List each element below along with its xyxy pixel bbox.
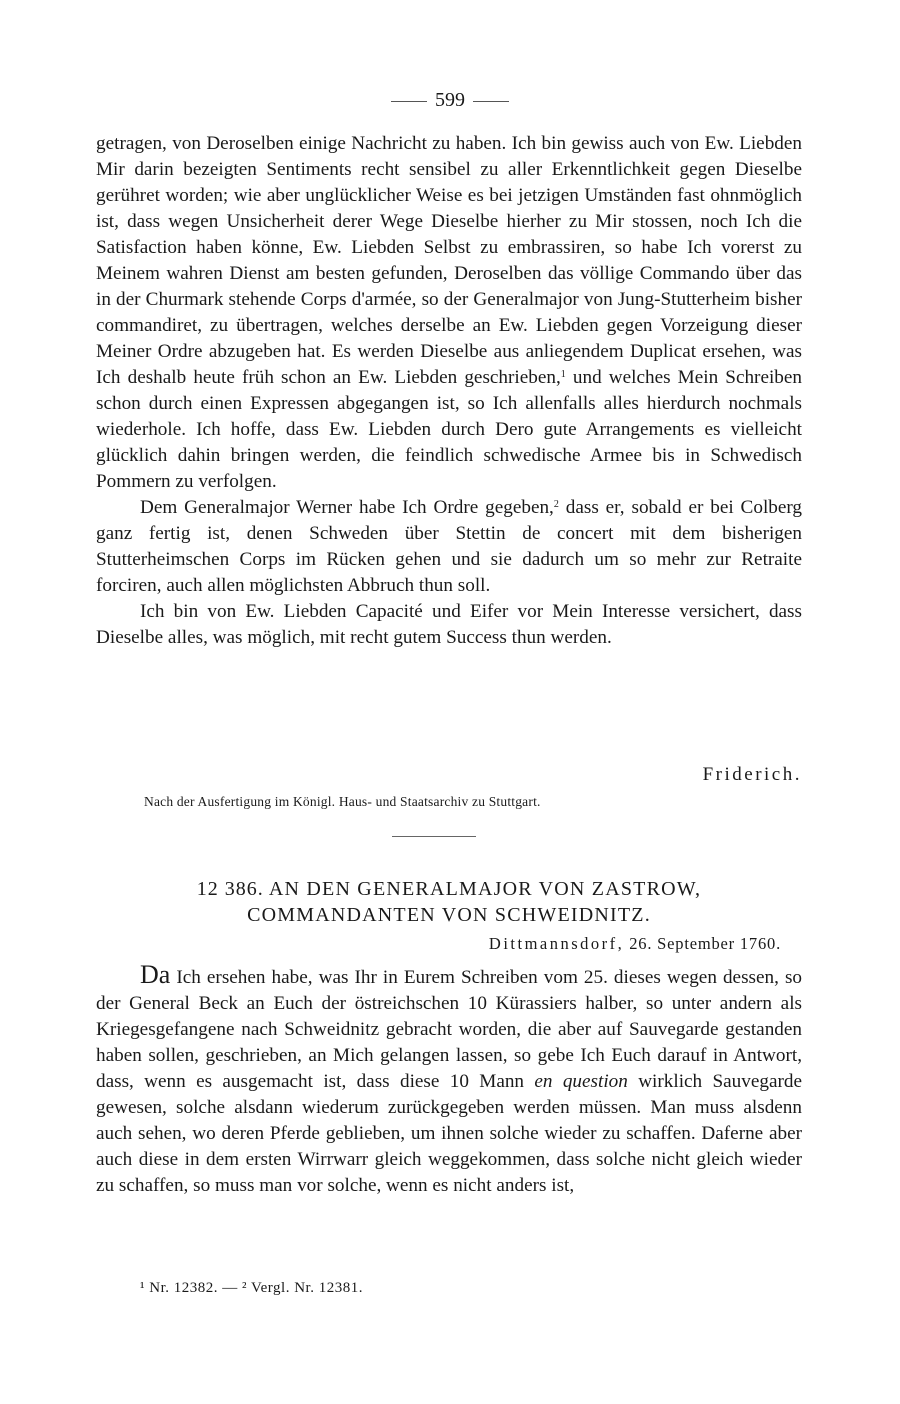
- footnote-mark: 1: [560, 369, 566, 380]
- letter-number: 12 386.: [196, 878, 264, 900]
- paragraph-text: Ich ersehen habe, was Ihr in Eurem Schreiben vom 25. dieses wegen dessen, so der General Beck an Euch der östreichschen 10 Kürassiers halber, so unter andern als Kriegesgefangene nach Schweidnitz gebracht worden, die aber auf Sauvegarde gestanden haben sollen, geschrieben, an Mich gelangen lassen, so gebe Ich Euch darauf in Antwort, dass, wenn es ausgemacht ist, dass diese 10 Mann: [96, 967, 803, 1092]
- source-note: Nach der Ausfertigung im Königl. Haus- und Staatsarchiv zu Stuttgart.: [144, 794, 541, 809]
- paragraph-text: dass er, sobald er bei Colberg ganz fertig ist, denen Schweden über Stettin de concert mit dem bisherigen Stutterheimschen Corps im Rücken gehen und sie dadurch um so mehr zur Retraite forciren, auch allen möglichsten Abbruch thun soll.: [96, 497, 803, 596]
- header-rule-left: [391, 101, 427, 102]
- paragraph-text: Ich bin von Ew. Liebden Capacité und Eifer vor Mein Interesse versichert, dass Dieselbe alles, was möglich, mit recht gutem Success thun werden.: [96, 601, 802, 648]
- paragraph-text: wirklich Sauvegarde gewesen, solche alsdann wiederum zurückgegeben werden müssen. Man muss alsdenn auch sehen, wo deren Pferde geblieben, um ihnen solche wieder zu schaffen. Daferne aber auch diese in dem ersten Wirrwarr gleich weggekommen, dass solche nicht gleich wieder zu schaffen, so muss man vor solche, wenn es nicht anders ist,: [96, 1071, 802, 1196]
- section-divider: [392, 836, 476, 837]
- heading-line-2: COMMANDANTEN VON SCHWEIDNITZ.: [247, 904, 651, 926]
- dropcap: Da: [140, 960, 171, 989]
- heading-recipient: AN DEN GENERALMAJOR VON ZASTROW,: [268, 878, 702, 900]
- paragraph-text: getragen, von Deroselben einige Nachricht zu haben. Ich bin gewiss auch von Ew. Liebden Mir darin bezeigten Sentiments recht sensibel zu aller Erkenntlichkeit gegen Dieselbe gerühret worden; wie aber unglücklicher Weise es bei jetzigen Umständen fast ohnmöglich ist, dass wegen Unsicherheit derer Wege Dieselbe hierher zu Mir stossen, noch Ich die Satisfaction haben könne, Ew. Liebden Selbst zu embrassiren, so habe Ich vorerst zu Meinem wahren Dienst am besten gefunden, Deroselben das völlige Commando über das in der Churmark stehende Corps d'armée, so der Generalmajor von Jung-Stutterheim bisher commandiret, zu übertragen, welches derselbe an Ew. Liebden gegen Vorzeigung dieser Meiner Ordre abzugeben hat. Es werden Dieselbe aus anliegendem Duplicat ersehen, was Ich deshalb heute früh schon an Ew. Liebden geschrieben,: [96, 133, 802, 388]
- date: 26. September 1760.: [629, 934, 781, 953]
- paragraph: [96, 131, 802, 495]
- letter-heading: [96, 876, 802, 928]
- place: Dittmannsdorf,: [488, 934, 625, 953]
- header-rule-right: [473, 101, 509, 102]
- footnote-mark: 2: [553, 499, 559, 510]
- place-date: [96, 934, 781, 954]
- heading-line-1: [96, 876, 802, 902]
- letter-body: [96, 962, 802, 1199]
- footnotes: ¹ Nr. 12382. — ² Vergl. Nr. 12381.: [140, 1280, 363, 1296]
- italic-phrase: en question: [534, 1071, 628, 1092]
- paragraph: [96, 962, 802, 1199]
- paragraph: [96, 599, 802, 651]
- page-number: 599: [435, 89, 465, 111]
- page-header: [0, 88, 900, 112]
- paragraph-text: und welches Mein Schreiben schon durch einen Expressen abgegangen ist, so Ich allenfalls alles hierdurch nochmals wiederhole. Ich hoffe, dass Ew. Liebden durch Dero gute Arrangements es vielleicht glücklich dahin bringen werden, die feindlich schwedische Armee bis in Schwedisch Pommern zu verfolgen.: [96, 367, 802, 492]
- paragraph-text: Dem Generalmajor Werner habe Ich Ordre gegeben,: [140, 497, 554, 518]
- paragraph: [96, 495, 802, 599]
- signature: Friderich.: [702, 764, 802, 785]
- letter-continuation: [96, 131, 802, 651]
